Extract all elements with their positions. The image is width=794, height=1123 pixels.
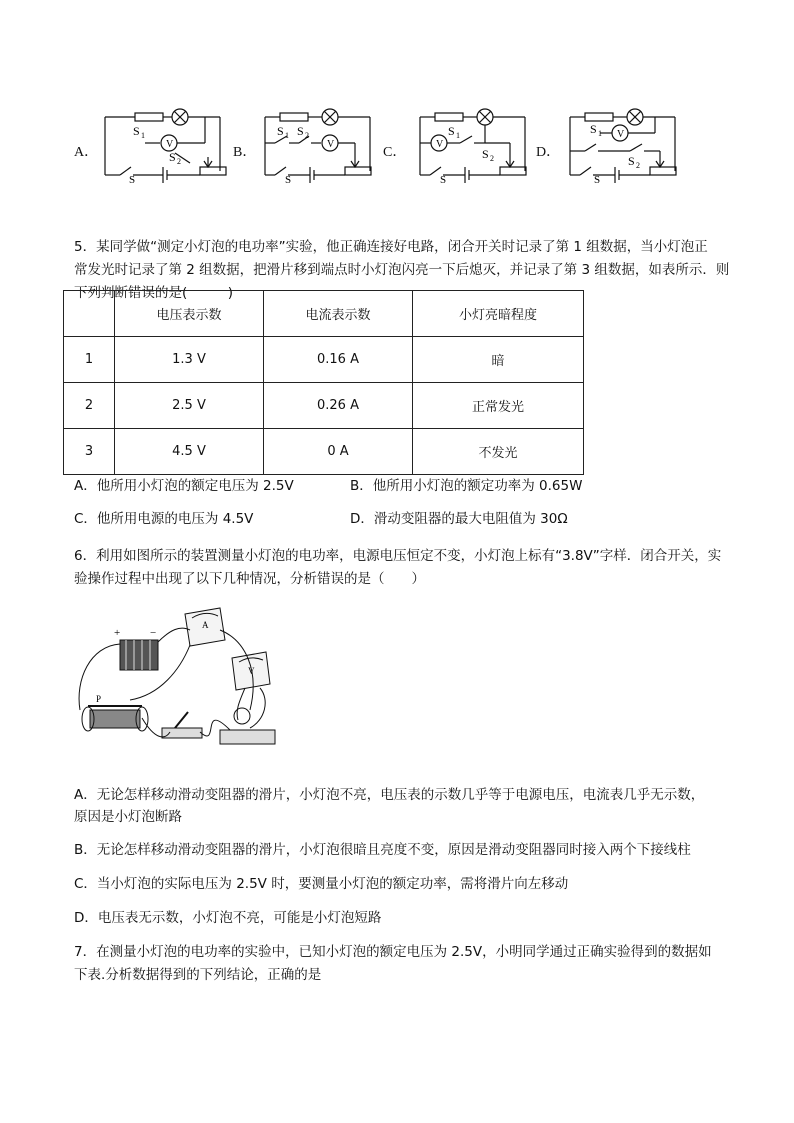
svg-text:V: V [436, 139, 444, 150]
q5-answer-d: D．滑动变阻器的最大电阻值为 30Ω [350, 511, 568, 527]
bulb-icon [234, 708, 250, 724]
q7-stem-line1: 7．在测量小灯泡的电功率的实验中，已知小灯泡的额定电压为 2.5V，小明同学通过正确实验得到的数据如 [74, 944, 712, 960]
q4-option-d-label: D． [536, 145, 561, 160]
table-cell: 3 [64, 429, 115, 475]
svg-text:1: 1 [456, 131, 460, 140]
svg-text:S: S [285, 174, 292, 183]
table-cell: 0.16 A [264, 337, 413, 383]
svg-text:S: S [169, 150, 176, 164]
q6-answer-a-line1: A．无论怎样移动滑动变阻器的滑片，小灯泡不亮，电压表的示数几乎等于电源电压，电流表几乎无示数， [74, 787, 705, 803]
svg-text:S: S [277, 124, 284, 138]
svg-text:2: 2 [636, 161, 640, 170]
svg-text:S: S [594, 174, 601, 183]
svg-text:S: S [129, 174, 136, 183]
svg-text:S: S [133, 124, 140, 138]
q6-answer-d: D．电压表无示数，小灯泡不亮，可能是小灯泡短路 [74, 910, 382, 926]
svg-text:P: P [96, 694, 102, 704]
table-cell: 2.5 V [115, 383, 264, 429]
q4-option-b-label: B． [233, 145, 257, 160]
table-row [64, 429, 584, 475]
svg-text:S: S [440, 174, 447, 183]
table-cell: 暗 [413, 337, 584, 383]
q5-stem-line2: 常发光时记录了第 2 组数据，把滑片移到端点时小灯泡闪亮一下后熄灭，并记录了第 3 组数据，如表所示．则 [74, 262, 730, 278]
q7-stem-line2: 下表.分析数据得到的下列结论，正确的是 [74, 967, 322, 983]
table-header-cell: 电压表示数 [115, 291, 264, 337]
q6-stem-line1: 6．利用如图所示的装置测量小灯泡的电功率，电源电压恒定不变，小灯泡上标有“3.8V”字样．闭合开关，实 [74, 548, 722, 564]
svg-text:V: V [248, 666, 255, 676]
q6-stem-line2: 验操作过程中出现了以下几种情况，分析错误的是（ ） [74, 571, 425, 587]
q4-option-c-circuit [410, 103, 540, 183]
q5-data-table [63, 290, 584, 475]
q5-answer-c: C．他所用电源的电压为 4.5V [74, 511, 254, 527]
table-cell: 不发光 [413, 429, 584, 475]
svg-text:2: 2 [490, 154, 494, 163]
table-header-cell: 小灯亮暗程度 [413, 291, 584, 337]
q5-answer-a: A．他所用小灯泡的额定电压为 2.5V [74, 478, 294, 494]
table-cell: 4.5 V [115, 429, 264, 475]
svg-text:S: S [448, 124, 455, 138]
table-header-row [64, 291, 584, 337]
table-cell: 0 A [264, 429, 413, 475]
q4-option-c-label: C． [383, 145, 407, 160]
svg-text:+: + [114, 627, 121, 639]
q5-stem-line1: 5．某同学做“测定小灯泡的电功率”实验，他正确连接好电路，闭合开关时记录了第 1 组数据，当小灯泡正 [74, 239, 708, 255]
table-row [64, 383, 584, 429]
svg-text:S: S [297, 124, 304, 138]
q6-answer-c: C．当小灯泡的实际电压为 2.5V 时，要测量小灯泡的额定功率，需将滑片向左移动 [74, 876, 569, 892]
table-header-cell: 电流表示数 [264, 291, 413, 337]
table-header-cell [64, 291, 115, 337]
rheostat-icon [90, 710, 140, 728]
table-cell: 0.26 A [264, 383, 413, 429]
svg-text:−: − [150, 627, 157, 639]
q4-option-a-circuit [95, 103, 235, 183]
svg-text:V: V [166, 139, 174, 150]
svg-text:V: V [327, 139, 335, 150]
q6-experiment-apparatus-figure [70, 600, 300, 760]
svg-text:2: 2 [177, 157, 181, 166]
svg-text:S: S [482, 147, 489, 161]
q5-stem-line3: 下列判断错误的是( ) [74, 285, 234, 301]
table-row [64, 337, 584, 383]
svg-text:A: A [202, 620, 209, 630]
svg-text:S: S [628, 154, 635, 168]
svg-text:2: 2 [305, 131, 309, 140]
svg-text:1: 1 [598, 129, 602, 138]
q6-answer-b: B．无论怎样移动滑动变阻器的滑片，小灯泡很暗且亮度不变，原因是滑动变阻器同时接入两个下接线柱 [74, 842, 691, 858]
table-cell: 1.3 V [115, 337, 264, 383]
table-cell: 1 [64, 337, 115, 383]
table-cell: 正常发光 [413, 383, 584, 429]
q4-option-d-circuit [560, 103, 690, 183]
switch-icon [162, 728, 202, 738]
svg-text:S: S [590, 122, 597, 136]
svg-text:1: 1 [285, 131, 289, 140]
q6-answer-a-line2: 原因是小灯泡断路 [74, 809, 182, 825]
table-cell: 2 [64, 383, 115, 429]
q4-option-b-circuit [255, 103, 385, 183]
q4-option-a-label: A． [74, 145, 99, 160]
svg-text:1: 1 [141, 131, 145, 140]
svg-text:V: V [617, 129, 625, 140]
q5-answer-b: B．他所用小灯泡的额定功率为 0.65W [350, 478, 583, 494]
